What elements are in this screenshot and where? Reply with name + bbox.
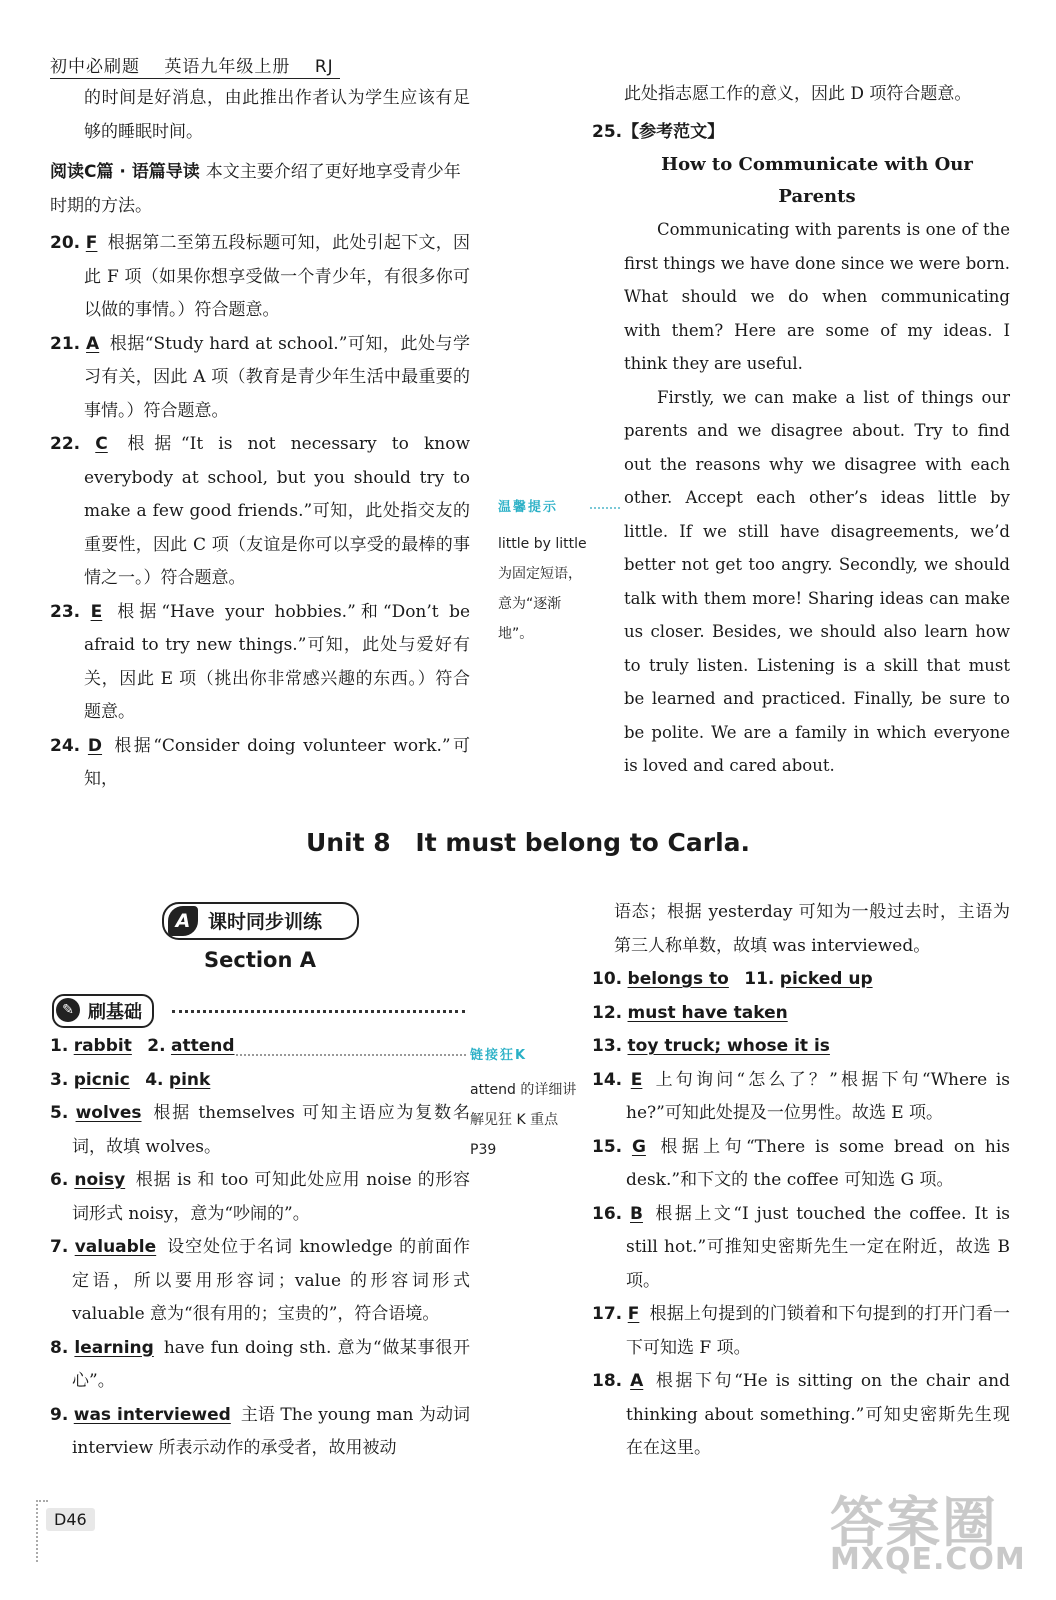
item-answer: D: [87, 735, 103, 756]
item-answer: valuable: [74, 1237, 157, 1257]
item-explanation: 根据“Study hard at school.”可知，此处与学习有关，因此 A 项（教育是青少年生活中最重要的事情。）符合题意。: [84, 333, 470, 421]
answer-item: [592, 1298, 1010, 1365]
item-number: 10.: [592, 969, 623, 989]
item-answer: wolves: [75, 1103, 142, 1123]
answer-item: [50, 1097, 470, 1164]
essay-paragraph-1: Communicating with parents is one of the first things we have done since we were born. What should we do when communicating with them? Here are some of my ideas. I think they are useful.: [624, 220, 1010, 373]
item-explanation: 根据 is 和 too 可知此处应用 noise 的形容词形式 noisy，意为“吵闹的”。: [72, 1170, 470, 1224]
item-answer: C: [95, 434, 108, 454]
item-answer: G: [631, 1136, 646, 1157]
item-explanation: have fun doing sth. 意为“做某事很开心”。: [72, 1337, 470, 1391]
banner-a-icon: A: [168, 906, 198, 936]
reference-essay-label: 【参考范文】: [622, 121, 725, 142]
right-bottom-column: [592, 896, 1010, 1466]
item-answer: must have taken: [627, 1002, 788, 1023]
essay-paragraph-2: Firstly, we can make a list of things our parents and we disagree about. Try to find out the reasons why we disagree with each other. Accept each other’s ideas little by little. If we still have disagreements, we’d better not get too angry. Secondly, we should talk with them more! Sharing ideas can make us closer. Besides, we should also learn how to truly listen. Listening is a skill that must be learned and practiced. Finally, be sure to be polite. We are a family in which everyone is loved and cared about.: [624, 387, 1010, 775]
item-number: 17.: [592, 1304, 623, 1324]
item-answer: noisy: [74, 1170, 126, 1190]
item-explanation: 根据 themselves 可知主语应为复数名词，故填 wolves。: [72, 1103, 470, 1157]
item-number: 1.: [50, 1036, 69, 1056]
item-number: 5.: [50, 1103, 69, 1123]
left-top-items: [50, 227, 470, 797]
left-bottom-column: [50, 1030, 470, 1466]
item-answer: pink: [168, 1069, 211, 1090]
basic-pill: [52, 994, 154, 1028]
answer-item: [50, 1332, 470, 1399]
header-rule: [50, 78, 340, 79]
reading-label: 阅读C篇: [50, 162, 114, 182]
banner-text: 课时同步训练: [208, 911, 323, 933]
section-title: Section A: [204, 948, 316, 972]
item-number: 20.: [50, 233, 81, 253]
item-explanation: 根据第二至第五段标题可知，此处引起下文，因此 F 项（如果你想享受做一个青少年，有很多你可以做的事情。）符合题意。: [84, 233, 470, 320]
item-number: 3.: [50, 1069, 69, 1090]
answer-item: [592, 1030, 1010, 1064]
left-top-column: [50, 82, 470, 797]
answer-item: [592, 1198, 1010, 1299]
item-number: 11.: [744, 969, 775, 989]
answer-item: [592, 1365, 1010, 1466]
answer-item: [50, 730, 470, 797]
answer-item: [50, 1164, 470, 1231]
item-number: 15.: [592, 1136, 623, 1157]
basic-practice-label: [52, 994, 154, 1028]
item-answer: F: [85, 233, 98, 253]
item-number: 4.: [145, 1069, 164, 1090]
side-note-link: [470, 1044, 588, 1165]
item-number: 24.: [50, 735, 81, 756]
page-header: [50, 52, 352, 77]
unit-name: It must belong to Carla.: [415, 828, 751, 857]
item-number: 21.: [50, 333, 81, 354]
answer-item: [592, 963, 1010, 997]
header-book: 初中必刷题: [50, 57, 140, 77]
answer-item: [50, 1030, 470, 1064]
header-subject: 英语九年级上册: [164, 57, 291, 77]
item-number: 14.: [592, 1069, 623, 1090]
lesson-training-banner: [162, 902, 359, 940]
item-answer: toy truck; whose it is: [627, 1036, 830, 1056]
answer-item: [50, 1231, 470, 1332]
unit-title: [0, 828, 1056, 857]
item-explanation: 根据上文“I just touched the coffee. It is still hot.”可推知史密斯先生一定在附近，故选 B 项。: [626, 1203, 1010, 1291]
item-explanation: 设空处位于名词 knowledge 的前面作定语，所以要用形容词；value 的形容词形式 valuable 意为“很有用的；宝贵的”，符合语境。: [72, 1237, 471, 1324]
item-number: 9.: [50, 1404, 69, 1425]
item-answer: was interviewed: [73, 1404, 231, 1425]
side-note-text: little by little 为固定短语，意为“逐渐地”。: [498, 536, 587, 642]
item-answer: attend: [170, 1036, 235, 1056]
reading-guide-label: 语篇导读: [131, 162, 200, 182]
item-answer: picnic: [73, 1069, 130, 1090]
watermark: [830, 1480, 1026, 1577]
item-answer: learning: [74, 1337, 154, 1358]
side-note-tag: 链接狂K: [470, 1048, 528, 1063]
side-note-text: attend 的详细讲解见狂 K 重点 P39: [470, 1082, 577, 1158]
item-answer: picked up: [779, 969, 873, 989]
right-bottom-continuation: 语态；根据 yesterday 可知为一般过去时，主语为第三人称单数，故填 was interviewed。: [614, 902, 1010, 956]
answer-item: [50, 227, 470, 328]
item-25-heading: [592, 116, 1010, 150]
watermark-sub: MXQE.COM: [830, 1542, 1026, 1577]
answer-item: [592, 997, 1010, 1031]
watermark-main: 答案圈: [830, 1491, 998, 1554]
item-answer: B: [630, 1203, 643, 1224]
item-answer: E: [90, 601, 103, 622]
item-explanation: 主语 The young man 为动词 interview 所表示动作的承受者，故用被动: [72, 1404, 470, 1458]
item-answer: A: [630, 1371, 644, 1391]
item-explanation: 根据“Consider doing volunteer work.”可知，: [84, 735, 470, 789]
item-number: 23.: [50, 601, 81, 622]
answer-item: [50, 596, 470, 730]
answer-item: [50, 328, 470, 429]
item-number: 18.: [592, 1371, 623, 1391]
side-note-tip: [498, 496, 590, 649]
left-continuation: 的时间是好消息，由此推出作者认为学生应该有足够的睡眠时间。: [84, 88, 470, 142]
basic-dotted-rule: [172, 1010, 465, 1013]
reference-essay: [592, 149, 1010, 783]
item-explanation: 根据下句“He is sitting on the chair and thinking about something.”可知史密斯先生现在在这里。: [626, 1371, 1010, 1458]
item-number: 13.: [592, 1036, 623, 1056]
right-continuation: 此处指志愿工作的意义，因此 D 项符合题意。: [624, 84, 972, 104]
item-number: 22.: [50, 434, 81, 454]
answer-item: [592, 1131, 1010, 1198]
item-answer: belongs to: [627, 969, 729, 989]
right-top-column: [592, 78, 1010, 783]
answer-item: [50, 1064, 470, 1098]
essay-title: How to Communicate with Our Parents: [661, 154, 973, 207]
item-answer: F: [627, 1304, 640, 1324]
brush-icon: ✎: [56, 998, 80, 1022]
item-number: 6.: [50, 1170, 69, 1190]
item-answer: A: [86, 333, 100, 354]
page-number: D46: [46, 1508, 95, 1531]
item-answer: rabbit: [73, 1036, 132, 1056]
header-edition: RJ: [314, 57, 334, 77]
item-number: 12.: [592, 1002, 623, 1023]
item-explanation: 根据上句“There is some bread on his desk.”和下文的 the coffee 可知选 G 项。: [626, 1136, 1010, 1190]
item-number: 2.: [147, 1036, 166, 1056]
answer-item: [50, 428, 470, 596]
answer-item: [592, 1064, 1010, 1131]
side-note-tag: 温馨提示: [498, 500, 559, 515]
item-explanation: 根据“It is not necessary to know everybody at school, but you should try to make a few good friends.”可知，此处指交友的重要性，因此 C 项（友谊是你可以享受的最棒的事情之一。）符合题意。: [84, 434, 470, 588]
answer-item: [50, 1399, 470, 1466]
item-explanation: 根据“Have your hobbies.”和“Don’t be afraid to try new things.”可知，此处与爱好有关，因此 E 项（挑出你非常感兴趣的东西。）符合题意。: [84, 601, 471, 722]
item-explanation: 上句询问“怎么了？”根据下句“Where is he?”可知此处提及一位男性。故选 E 项。: [626, 1069, 1011, 1123]
reading-c-intro: 阅读C篇 · 语篇导读 本文主要介绍了更好地享受青少年时期的方法。: [50, 162, 461, 216]
basic-label-text: 刷基础: [88, 1002, 142, 1023]
reading-guide-text: 本文主要介绍了更好地享受青少年时期的方法。: [50, 162, 461, 216]
item-answer: E: [630, 1069, 643, 1090]
item-number: 7.: [50, 1237, 69, 1257]
item-number: 25.: [592, 121, 623, 142]
item-number: 16.: [592, 1203, 623, 1224]
item-number: 8.: [50, 1337, 69, 1358]
unit-number: Unit 8: [305, 828, 391, 857]
item-explanation: 根据上句提到的门锁着和下句提到的打开门看一下可知选 F 项。: [626, 1304, 1011, 1358]
